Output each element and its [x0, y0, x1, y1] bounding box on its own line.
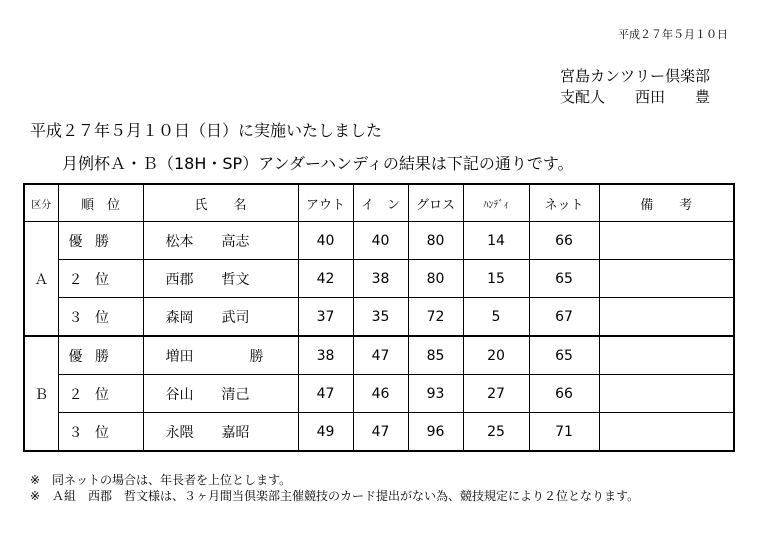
out-cell: 47	[298, 375, 353, 413]
notes	[30, 472, 639, 504]
handicap-cell: 5	[463, 298, 529, 337]
net-cell: 67	[529, 298, 599, 337]
in-cell: 38	[353, 260, 408, 298]
handicap-cell: 14	[463, 222, 529, 260]
col-header-out: アウト	[298, 184, 353, 222]
rank-cell: 優 勝	[58, 336, 143, 375]
remarks-cell	[599, 413, 734, 452]
club-info	[560, 66, 710, 108]
manager-name: 支配人 西田 豊	[560, 88, 711, 106]
col-header-rank: 順 位	[58, 184, 143, 222]
name-cell: 西郡 哲文	[143, 260, 298, 298]
out-cell: 40	[298, 222, 353, 260]
results-body	[24, 222, 734, 452]
rank-cell: ３ 位	[58, 298, 143, 337]
rank-cell: ２ 位	[58, 375, 143, 413]
gross-cell: 80	[408, 222, 463, 260]
note-line: ※ 同ネットの場合は、年長者を上位とします。	[30, 473, 292, 487]
header-row	[24, 184, 734, 222]
in-cell: 47	[353, 413, 408, 452]
name-cell: 永隈 嘉昭	[143, 413, 298, 452]
gross-cell: 93	[408, 375, 463, 413]
name-cell: 谷山 清己	[143, 375, 298, 413]
remarks-cell	[599, 260, 734, 298]
net-cell: 71	[529, 413, 599, 452]
table-row	[24, 260, 734, 298]
table-row	[24, 336, 734, 375]
handicap-cell: 15	[463, 260, 529, 298]
handicap-cell: 27	[463, 375, 529, 413]
in-cell: 40	[353, 222, 408, 260]
remarks-cell	[599, 336, 734, 375]
col-header-remarks: 備 考	[599, 184, 734, 222]
name-cell: 森岡 武司	[143, 298, 298, 337]
col-header-gross: グロス	[408, 184, 463, 222]
table-row	[24, 413, 734, 452]
subject-text: 月例杯Ａ・Ｂ（18H・SP）アンダーハンディの結果は下記の通りです。	[62, 154, 574, 173]
out-cell: 38	[298, 336, 353, 375]
club-name: 宮島カンツリー倶楽部	[560, 67, 711, 85]
remarks-cell	[599, 375, 734, 413]
table-row	[24, 298, 734, 337]
in-cell: 35	[353, 298, 408, 337]
gross-cell: 72	[408, 298, 463, 337]
out-cell: 42	[298, 260, 353, 298]
col-header-net: ネット	[529, 184, 599, 222]
results-table	[23, 183, 735, 452]
group-label: Ａ	[24, 222, 58, 337]
remarks-cell	[599, 298, 734, 337]
gross-cell: 96	[408, 413, 463, 452]
name-cell: 増田 勝	[143, 336, 298, 375]
handicap-cell: 25	[463, 413, 529, 452]
in-cell: 47	[353, 336, 408, 375]
col-header-group: 区分	[24, 184, 58, 222]
name-cell: 松本 高志	[143, 222, 298, 260]
table-row	[24, 222, 734, 260]
rank-cell: ２ 位	[58, 260, 143, 298]
handicap-cell: 20	[463, 336, 529, 375]
group-label: Ｂ	[24, 336, 58, 451]
col-header-handicap: ﾊﾝﾃﾞｨ	[463, 184, 529, 222]
rank-cell: ３ 位	[58, 413, 143, 452]
out-cell: 49	[298, 413, 353, 452]
remarks-cell	[599, 222, 734, 260]
intro-text: 平成２７年５月１０日（日）に実施いたしました	[30, 121, 383, 140]
net-cell: 65	[529, 336, 599, 375]
in-cell: 46	[353, 375, 408, 413]
table-row	[24, 375, 734, 413]
gross-cell: 80	[408, 260, 463, 298]
out-cell: 37	[298, 298, 353, 337]
rank-cell: 優 勝	[58, 222, 143, 260]
col-header-name: 氏 名	[143, 184, 298, 222]
gross-cell: 85	[408, 336, 463, 375]
document-date: 平成２７年５月１０日	[618, 28, 728, 41]
col-header-in: イ ン	[353, 184, 408, 222]
net-cell: 65	[529, 260, 599, 298]
note-line: ※ Ａ組 西郡 哲文様は、３ヶ月間当倶楽部主催競技のカード提出がない為、競技規定により２位となります。	[30, 489, 640, 503]
net-cell: 66	[529, 375, 599, 413]
net-cell: 66	[529, 222, 599, 260]
